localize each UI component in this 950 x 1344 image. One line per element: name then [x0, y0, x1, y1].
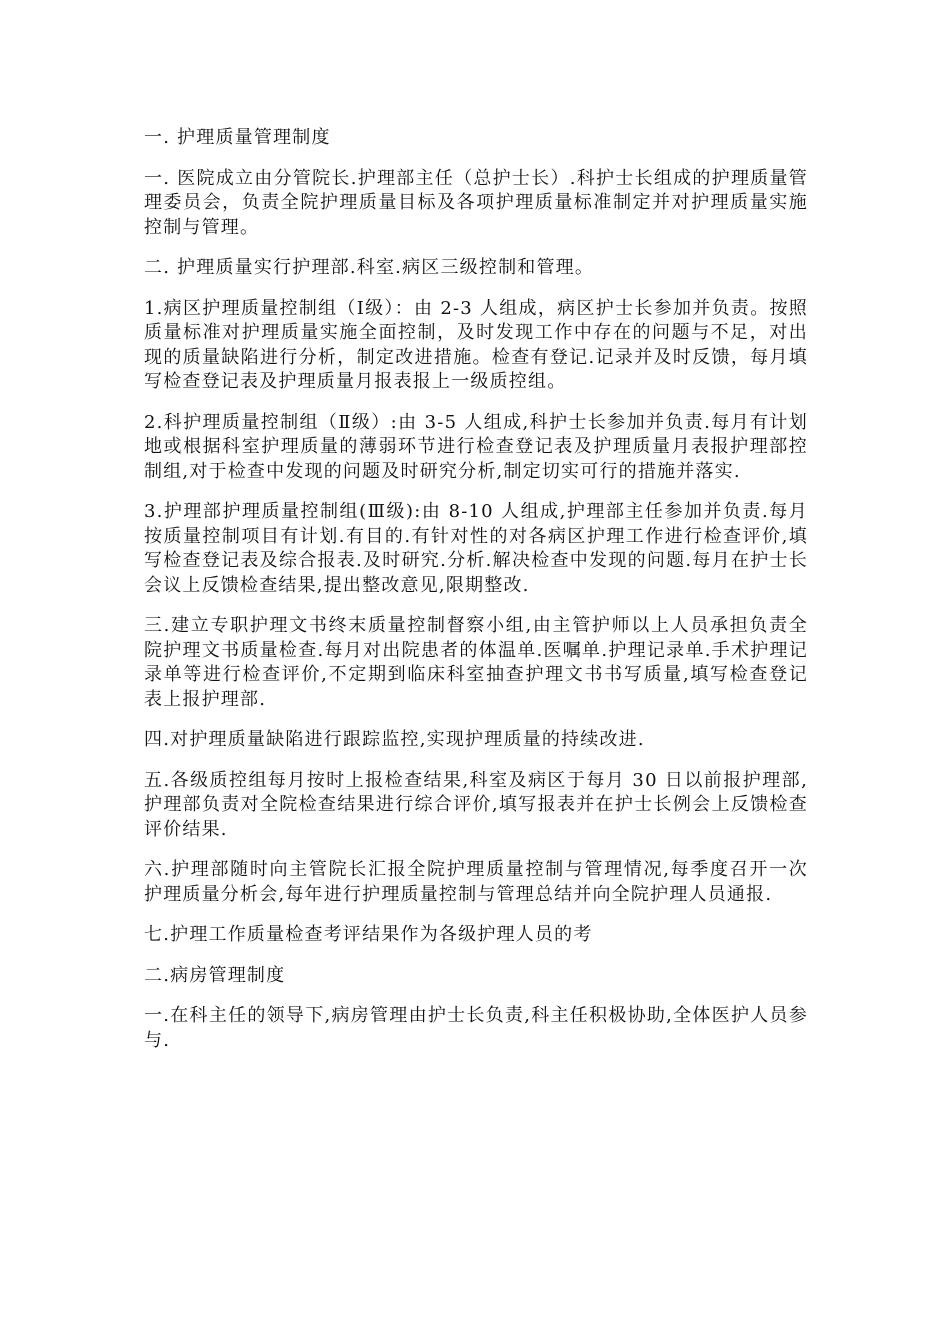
paragraph-three-level-control: 二. 护理质量实行护理部.科室.病区三级控制和管理。	[144, 257, 595, 278]
section-title-nursing-quality: 一. 护理质量管理制度	[144, 127, 331, 148]
section-title-ward-management: 二.病房管理制度	[144, 964, 286, 986]
paragraph-ward-leadership: 一.在科主任的领导下,病房管理由护士长负责,科主任积极协助,全体医护人员参与.	[144, 1005, 808, 1051]
paragraph-quarterly-analysis: 六.护理部随时向主管院长汇报全院护理质量控制与管理情况,每季度召开一次护理质量分析会,每年进行护理质量控制与管理总结并向全院护理人员通报.	[144, 859, 808, 905]
paragraph-committee: 一. 医院成立由分管院长.护理部主任（总护士长）.科护士长组成的护理质量管理委员会，负责全院护理质量目标及各项护理质量标准制定并对护理质量实施控制与管理。	[144, 167, 808, 238]
paragraph-defect-tracking: 四.对护理质量缺陷进行跟踪监控,实现护理质量的持续改进.	[144, 729, 645, 750]
document-body	[144, 126, 808, 1069]
paragraph-evaluation: 七.护理工作质量检查考评结果作为各级护理人员的考	[144, 924, 593, 945]
paragraph-documents-control: 三.建立专职护理文书终末质量控制督察小组,由主管护师以上人员承担负责全院护理文书质量检查.每月对出院患者的体温单.医嘱单.护理记录单.手术护理记录单等进行检查评价,不定期到临床科室抽查护理文书书写质量,填写检查登记表上报护理部.	[144, 615, 808, 710]
paragraph-monthly-report: 五.各级质控组每月按时上报检查结果,科室及病区于每月 30 日以前报护理部,护理部负责对全院检查结果进行综合评价,填写报表并在护士长例会上反馈检查评价结果.	[144, 769, 808, 840]
paragraph-level-2: 2.科护理质量控制组（Ⅱ级）:由 3-5 人组成,科护士长参加并负责.每月有计划地或根据科室护理质量的薄弱环节进行检查登记表及护理质量月表报护理部控制组,对于检查中发现的问题及时研究分析,制定切实可行的措施并落实.	[144, 411, 808, 482]
paragraph-level-3: 3.护理部护理质量控制组(Ⅲ级):由 8-10 人组成,护理部主任参加并负责.每月按质量控制项目有计划.有目的.有针对性的对各病区护理工作进行检查评价,填写检查登记表及综合报表.及时研究.分析.解决检查中发现的问题.每月在护士长会议上反馈检查结果,提出整改意见,限期整改.	[144, 501, 808, 596]
paragraph-level-1: 1.病区护理质量控制组（Ⅰ级）：由 2-3 人组成，病区护士长参加并负责。按照质量标准对护理质量实施全面控制，及时发现工作中存在的问题与不足，对出现的质量缺陷进行分析，制定改进措施。检查有登记.记录并及时反馈，每月填写检查登记表及护理质量月报表报上一级质控组。	[144, 297, 808, 392]
